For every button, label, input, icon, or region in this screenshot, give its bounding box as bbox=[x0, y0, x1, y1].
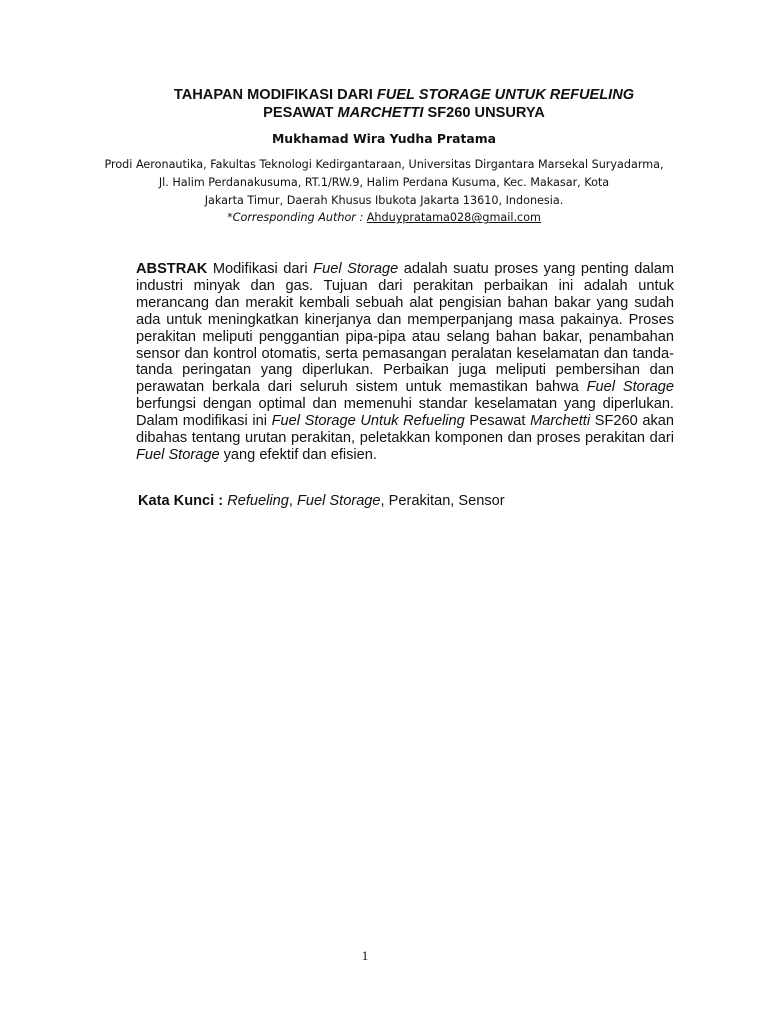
title-italic-fuel-storage: FUEL STORAGE UNTUK REFUELING bbox=[376, 87, 635, 103]
corresponding-author-label: *Corresponding Author : bbox=[227, 211, 367, 225]
title-line-2: PESAWAT MARCHETTI SF260 UNSURYA bbox=[263, 105, 545, 121]
keyword-fuel-storage: Fuel Storage bbox=[296, 493, 381, 509]
affiliation-line-3: Jakarta Timur, Daerah Khusus Ibukota Jakarta 13610, Indonesia. bbox=[204, 193, 564, 207]
author-email-link[interactable]: Ahduypratama028@gmail.com bbox=[366, 211, 541, 225]
page-number: 1 bbox=[361, 948, 369, 963]
keywords-label: Kata Kunci : bbox=[138, 493, 228, 509]
abstract-label: ABSTRAK bbox=[136, 261, 208, 277]
keywords-line: Kata Kunci : Refueling, Fuel Storage, Perakitan, Sensor bbox=[138, 493, 505, 509]
keywords-rest: , Perakitan, Sensor bbox=[380, 493, 505, 509]
affiliation-block bbox=[0, 156, 768, 227]
paper-title bbox=[0, 86, 768, 122]
corresponding-author-line bbox=[0, 209, 768, 227]
affiliation-line-2: Jl. Halim Perdanakusuma, RT.1/RW.9, Halim Perdana Kusuma, Kec. Makasar, Kota bbox=[158, 175, 610, 189]
author-name: Mukhamad Wira Yudha Pratama bbox=[271, 131, 497, 146]
title-line-1: TAHAPAN MODIFIKASI DARI FUEL STORAGE UNTUK REFUELING bbox=[173, 87, 635, 103]
title-italic-marchetti: MARCHETTI bbox=[337, 105, 424, 121]
keyword-refueling: Refueling bbox=[227, 493, 289, 509]
abstract-paragraph: ABSTRAK Modifikasi dari Fuel Storage adalah suatu proses yang penting dalam industri minyak dan gas. Tujuan dari perakitan perbaikan ini adalah untuk merancang dan merakit kembali sebuah alat pengisian bahan bakar yang sudah ada untuk meningkatkan kinerjanya dan memperpanjang masa pakainya. Proses perakitan meliputi penggantian pipa-pipa atau selang bahan bakar, penambahan sensor dan kontrol otomatis, serta pemasangan peralatan keselamatan dan tanda-tanda peringatan yang diperlukan. Perbaikan juga meliputi pembersihan dan perawatan berkala dari seluruh sistem untuk memastikan bahwa Fuel Storage berfungsi dengan optimal dan memenuhi standar keselamatan yang diperlukan. Dalam modifikasi ini Fuel Storage Untuk Refueling Pesawat Marchetti SF260 akan dibahas tentang urutan perakitan, peletakkan komponen dan proses perakitan dari Fuel Storage yang efektif dan efisien. bbox=[136, 261, 674, 463]
affiliation-line-1: Prodi Aeronautika, Fakultas Teknologi Kedirgantaraan, Universitas Dirgantara Marsekal Suryadarma, bbox=[104, 158, 664, 171]
